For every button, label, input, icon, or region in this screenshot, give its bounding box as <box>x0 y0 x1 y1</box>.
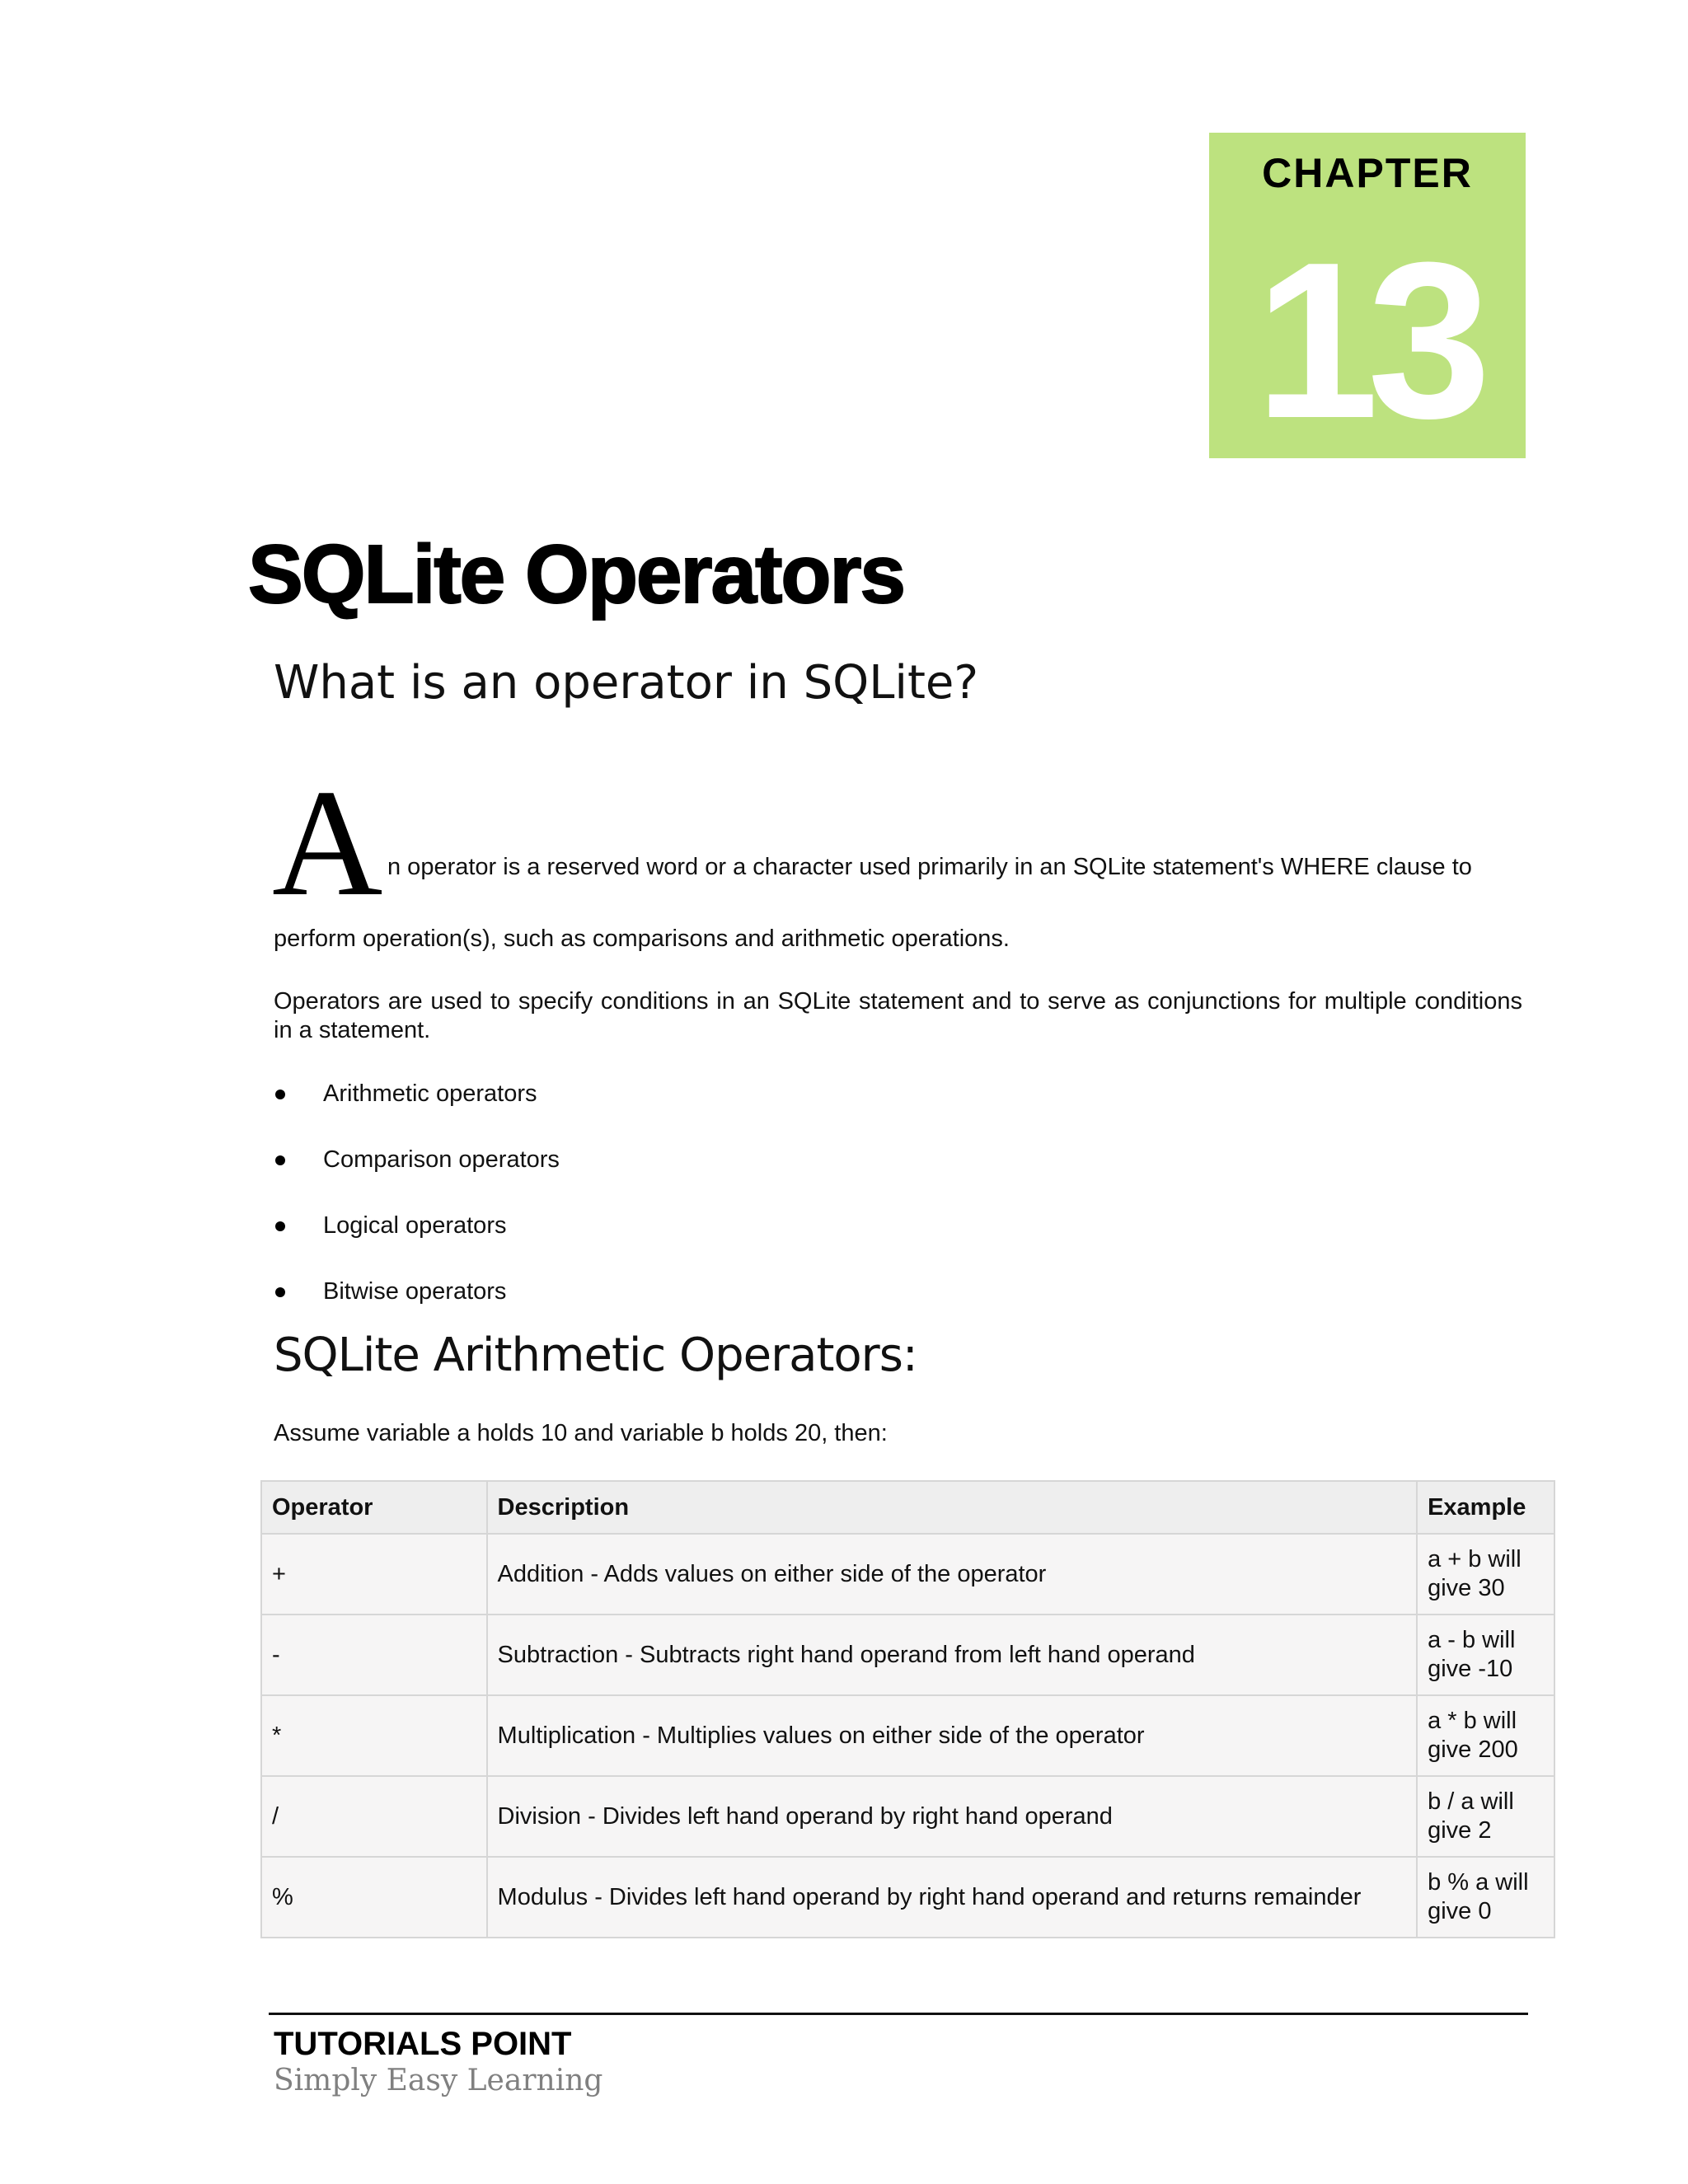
table-row <box>261 1695 1554 1776</box>
chapter-title: SQLite Operators <box>248 528 904 621</box>
assume-text: Assume variable a holds 10 and variable b holds 20, then: <box>274 1420 888 1446</box>
example-line2: give 0 <box>1428 1898 1492 1924</box>
footer-tagline: Simply Easy Learning <box>274 2064 603 2097</box>
section-heading-arithmetic: SQLite Arithmetic Operators: <box>274 1329 917 1382</box>
bullet-icon <box>275 1221 285 1231</box>
example-line1: a - b will <box>1428 1627 1516 1653</box>
header-operator: Operator <box>261 1481 487 1534</box>
cell-description: Division - Divides left hand operand by right hand operand <box>487 1776 1418 1857</box>
table-row <box>261 1534 1554 1615</box>
chapter-label: CHAPTER <box>1262 150 1473 196</box>
cell-description: Addition - Adds values on either side of the operator <box>487 1534 1418 1615</box>
example-line1: a + b will <box>1428 1546 1522 1572</box>
cell-operator: / <box>261 1776 487 1857</box>
table-row <box>261 1857 1554 1938</box>
footer-divider <box>269 2013 1528 2015</box>
cell-example <box>1417 1776 1554 1857</box>
cell-operator: + <box>261 1534 487 1615</box>
list-item-label: Comparison operators <box>323 1146 560 1173</box>
operator-types-list <box>274 1080 560 1343</box>
list-item <box>274 1146 560 1212</box>
bullet-icon <box>275 1090 285 1099</box>
example-line1: b / a will <box>1428 1788 1514 1815</box>
section-heading-what-is-operator: What is an operator in SQLite? <box>274 656 979 710</box>
example-line2: give 2 <box>1428 1817 1492 1844</box>
intro-paragraph-line1: n operator is a reserved word or a character used primarily in an SQLite statement's WHERE clause to <box>387 854 1472 880</box>
cell-example <box>1417 1534 1554 1615</box>
arithmetic-operators-table <box>260 1480 1555 1938</box>
header-example: Example <box>1417 1481 1554 1534</box>
table-row <box>261 1615 1554 1695</box>
table-header-row <box>261 1481 1554 1534</box>
bullet-icon <box>275 1155 285 1165</box>
example-line1: a * b will <box>1428 1708 1517 1734</box>
cell-operator: - <box>261 1615 487 1695</box>
chapter-badge <box>1209 133 1526 465</box>
footer-brand: TUTORIALS POINT <box>274 2026 572 2062</box>
cell-example <box>1417 1615 1554 1695</box>
list-item <box>274 1212 560 1277</box>
list-item-label: Bitwise operators <box>323 1278 507 1305</box>
example-line2: give -10 <box>1428 1656 1513 1682</box>
list-item-label: Logical operators <box>323 1212 507 1239</box>
cell-example <box>1417 1695 1554 1776</box>
example-line1: b % a will <box>1428 1869 1529 1896</box>
operators-paragraph: Operators are used to specify conditions in an SQLite statement and to serve as conjunctions for multiple conditions in a statement. <box>274 988 1522 1043</box>
bullet-icon <box>275 1287 285 1297</box>
list-item-label: Arithmetic operators <box>323 1080 537 1107</box>
chapter-number: 13 <box>1254 217 1480 465</box>
cell-example <box>1417 1857 1554 1938</box>
list-item <box>274 1080 560 1146</box>
header-description: Description <box>487 1481 1418 1534</box>
cell-operator: * <box>261 1695 487 1776</box>
cell-description: Modulus - Divides left hand operand by right hand operand and returns remainder <box>487 1857 1418 1938</box>
example-line2: give 200 <box>1428 1736 1518 1763</box>
cell-description: Subtraction - Subtracts right hand operand from left hand operand <box>487 1615 1418 1695</box>
cell-description: Multiplication - Multiplies values on either side of the operator <box>487 1695 1418 1776</box>
cell-operator: % <box>261 1857 487 1938</box>
drop-cap: A <box>272 758 383 928</box>
table-row <box>261 1776 1554 1857</box>
intro-paragraph-line2: perform operation(s), such as comparisons and arithmetic operations. <box>274 926 1010 952</box>
example-line2: give 30 <box>1428 1575 1505 1601</box>
